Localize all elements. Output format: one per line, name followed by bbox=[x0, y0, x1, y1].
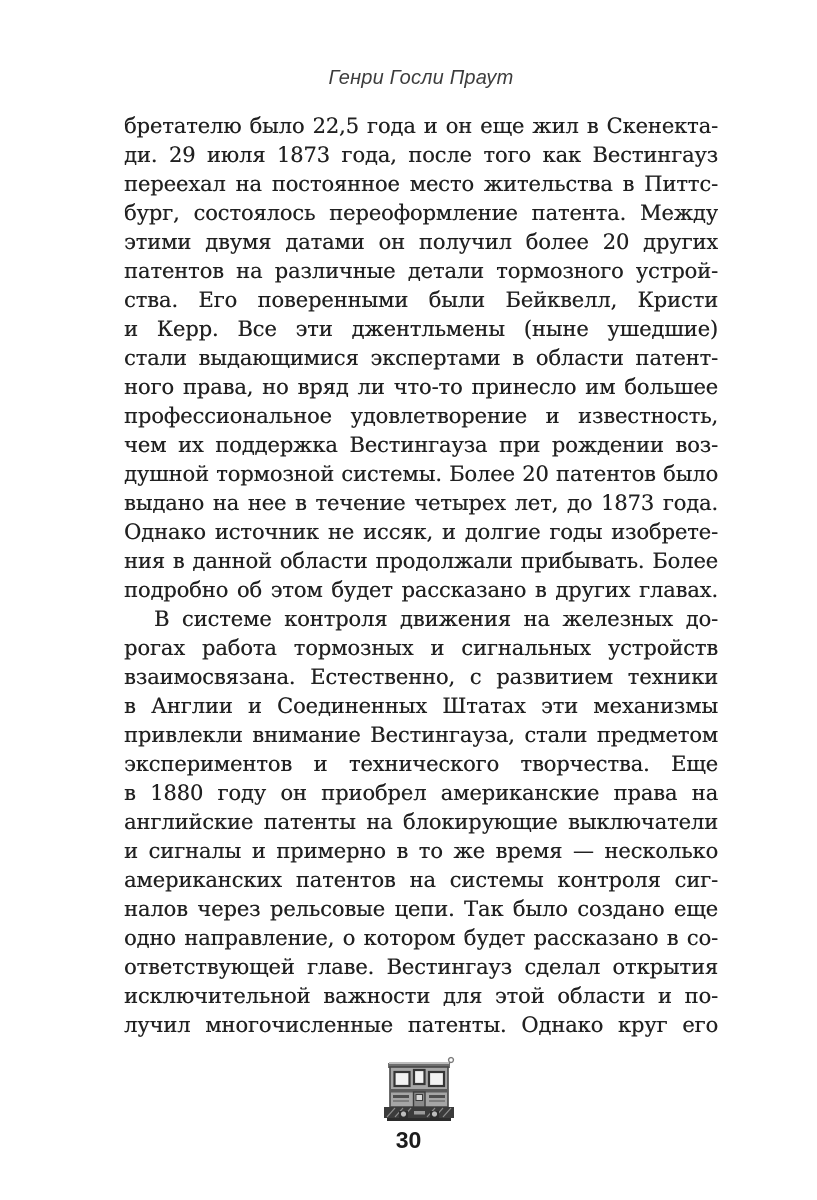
text-line: английские патенты на блокирующие выключатели bbox=[124, 810, 718, 834]
text-line: привлекли внимание Вестингауза, стали предметом bbox=[124, 723, 718, 747]
text-line: бург, состоялось переоформление патента. Между bbox=[124, 201, 718, 225]
text-line: душной тормозной системы. Более 20 патентов было bbox=[124, 462, 718, 486]
text-line: Однако источник не иссяк, и долгие годы изобрете- bbox=[124, 520, 718, 544]
text-line: экспериментов и технического творчества. Еще bbox=[124, 752, 718, 776]
page-number: 30 bbox=[395, 1127, 422, 1153]
text-line: рогах работа тормозных и сигнальных устройств bbox=[124, 636, 718, 660]
running-header: Генри Госли Праут bbox=[328, 67, 514, 89]
text-line: ного права, но вряд ли что-то принесло им большее bbox=[124, 375, 718, 399]
text-line: взаимосвязана. Естественно, с развитием техники bbox=[124, 665, 718, 689]
text-line: переехал на постоянное место жительства в Питтс- bbox=[124, 172, 718, 196]
text-line: патентов на различные детали тормозного устрой- bbox=[124, 259, 718, 283]
text-line: ния в данной области продолжали прибывать. Более bbox=[124, 549, 718, 573]
paragraph bbox=[124, 112, 718, 605]
text-line: выдано на нее в течение четырех лет, до 1873 года. bbox=[124, 491, 718, 515]
text-line: в Англии и Соединенных Штатах эти механизмы bbox=[124, 694, 718, 718]
footer-ornament bbox=[124, 1056, 718, 1122]
text-line: ди. 29 июля 1873 года, после того как Вестингауз bbox=[124, 143, 718, 167]
text-line: налов через рельсовые цепи. Так было создано еще bbox=[124, 897, 718, 921]
text-line: и Керр. Все эти джентльмены (ныне ушедшие) bbox=[124, 317, 718, 341]
text-line: этими двумя датами он получил более 20 других bbox=[124, 230, 718, 254]
text-line: ства. Его поверенными были Бейквелл, Кристи bbox=[124, 288, 718, 312]
text-line: В системе контроля движения на железных до- bbox=[154, 607, 718, 631]
text-line: лучил многочисленные патенты. Однако круг его bbox=[124, 1013, 718, 1037]
text-line: исключительной важности для этой области и по- bbox=[124, 984, 718, 1008]
locomotive-icon bbox=[381, 1056, 461, 1122]
text-line: профессиональное удовлетворение и известность, bbox=[124, 404, 718, 428]
text-line: и сигналы и примерно в то же время — несколько bbox=[124, 839, 718, 863]
text-line: ответствующей главе. Вестингауз сделал открытия bbox=[124, 955, 718, 979]
text-line: чем их поддержка Вестингауза при рождении воз- bbox=[124, 433, 718, 457]
text-line: американских патентов на системы контроля сиг- bbox=[124, 868, 718, 892]
text-line: стали выдающимися экспертами в области патент- bbox=[124, 346, 718, 370]
text-line: подробно об этом будет рассказано в других главах. bbox=[124, 578, 718, 602]
paragraph bbox=[124, 605, 718, 1040]
text-line: бретателю было 22,5 года и он еще жил в Скенекта- bbox=[124, 114, 718, 138]
body-text bbox=[124, 112, 718, 1040]
text-line: одно направление, о котором будет рассказано в со- bbox=[124, 926, 718, 950]
text-line: в 1880 году он приобрел американские права на bbox=[124, 781, 718, 805]
text-column bbox=[124, 0, 718, 1122]
